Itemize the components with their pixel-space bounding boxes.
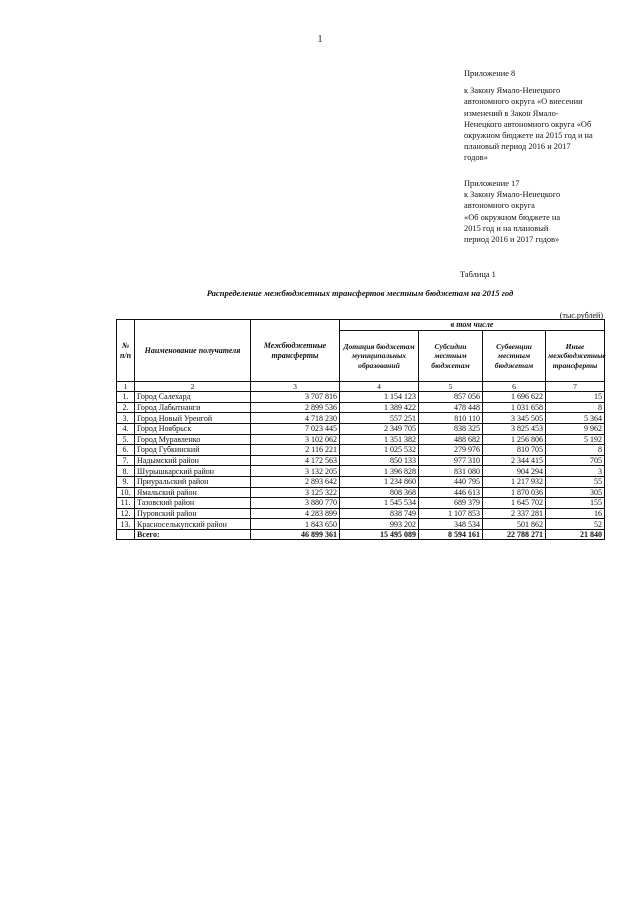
- header-total: Межбюджетные трансферты: [251, 320, 340, 382]
- total-label: Всего:: [135, 529, 251, 539]
- annex-17-line: 2015 год и на плановый: [464, 223, 549, 233]
- subvention-value: 3 825 453: [483, 423, 546, 434]
- subvention-value: 810 705: [483, 445, 546, 456]
- row-number: 2.: [117, 402, 135, 413]
- total-index-cell: [117, 529, 135, 539]
- dotation-value: 1 545 534: [340, 498, 419, 509]
- row-number: 13.: [117, 519, 135, 530]
- annex-8-line: окружном бюджете на 2015 год и на: [464, 131, 593, 141]
- column-number: 6: [483, 382, 546, 392]
- subvention-value: 1 256 806: [483, 434, 546, 445]
- dotation-value: 2 349 705: [340, 423, 419, 434]
- annex-17-title: Приложение 17: [464, 179, 520, 188]
- transfers-total: 3 880 770: [251, 498, 340, 509]
- annex-17-line: «Об окружном бюджете на: [464, 212, 561, 222]
- table-row: [117, 434, 605, 445]
- transfers-total: 3 707 816: [251, 392, 340, 403]
- dotation-value: 1 025 532: [340, 445, 419, 456]
- table-row: [117, 508, 605, 519]
- other-transfers-value: 705: [546, 455, 605, 466]
- recipient-name: Шурышкарский район: [135, 466, 251, 477]
- subsidy-value: 831 080: [419, 466, 483, 477]
- subvention-value: 1 645 702: [483, 498, 546, 509]
- header-num: № п/п: [117, 320, 135, 382]
- transfers-total: 2 893 642: [251, 476, 340, 487]
- recipient-name: Город Ноябрьск: [135, 423, 251, 434]
- row-number: 12.: [117, 508, 135, 519]
- other-transfers-value: 9 962: [546, 423, 605, 434]
- total-subvention: 22 788 271: [483, 529, 546, 539]
- header-other: Иные межбюджетные трансферты: [546, 331, 605, 382]
- other-transfers-value: 5 364: [546, 413, 605, 424]
- total-transfers: 46 899 361: [251, 529, 340, 539]
- recipient-name: Тазовский район: [135, 498, 251, 509]
- other-transfers-value: 16: [546, 508, 605, 519]
- total-dotation: 15 495 089: [340, 529, 419, 539]
- dotation-value: 1 389 422: [340, 402, 419, 413]
- dotation-value: 1 154 123: [340, 392, 419, 403]
- table-row: [117, 466, 605, 477]
- table-row: [117, 413, 605, 424]
- dotation-value: 1 351 382: [340, 434, 419, 445]
- transfers-total: 4 718 230: [251, 413, 340, 424]
- dotation-value: 838 749: [340, 508, 419, 519]
- dotation-value: 808 368: [340, 487, 419, 498]
- recipient-name: Город Лабытнанги: [135, 402, 251, 413]
- annex-8-line: Ненецкого автономного округа «Об: [464, 119, 592, 129]
- transfers-total: 1 843 650: [251, 519, 340, 530]
- annex-17-line: период 2016 и 2017 годов»: [464, 235, 560, 245]
- other-transfers-value: 8: [546, 402, 605, 413]
- subsidy-value: 348 534: [419, 519, 483, 530]
- table-heading: Распределение межбюджетных трансфертов местным бюджетам на 2015 год: [206, 288, 514, 298]
- header-subsidy: Субсидии местным бюджетам: [419, 331, 483, 382]
- row-number: 7.: [117, 455, 135, 466]
- subvention-value: 1 696 622: [483, 392, 546, 403]
- row-number: 10.: [117, 487, 135, 498]
- table-label: Таблица 1: [460, 270, 496, 279]
- column-number-row: [117, 382, 605, 392]
- subsidy-value: 488 682: [419, 434, 483, 445]
- annex-17-line: к Закону Ямало-Ненецкого: [464, 190, 561, 200]
- table-row: [117, 402, 605, 413]
- annex-8-line: к Закону Ямало-Ненецкого: [464, 86, 561, 96]
- dotation-value: 1 234 860: [340, 476, 419, 487]
- header-name: Наименование получателя: [135, 320, 251, 382]
- table-row: [117, 476, 605, 487]
- annex-8-line: плановый период 2016 и 2017: [464, 142, 571, 152]
- other-transfers-value: 3: [546, 466, 605, 477]
- dotation-value: 993 202: [340, 519, 419, 530]
- subsidy-value: 977 310: [419, 455, 483, 466]
- annex-17-block: [464, 178, 624, 245]
- transfers-total: 3 102 062: [251, 434, 340, 445]
- transfers-table: [116, 319, 605, 540]
- transfers-total: 4 172 563: [251, 455, 340, 466]
- header-including: в том числе: [340, 320, 605, 331]
- table-row: [117, 455, 605, 466]
- other-transfers-value: 52: [546, 519, 605, 530]
- dotation-value: 557 251: [340, 413, 419, 424]
- dotation-value: 850 133: [340, 455, 419, 466]
- column-number: 4: [340, 382, 419, 392]
- column-number: 7: [546, 382, 605, 392]
- subsidy-value: 478 448: [419, 402, 483, 413]
- annex-17-line: автономного округа: [464, 201, 535, 211]
- annex-8-line: годов»: [464, 153, 488, 163]
- other-transfers-value: 305: [546, 487, 605, 498]
- table-row: [117, 487, 605, 498]
- table-row: [117, 445, 605, 456]
- subsidy-value: 440 795: [419, 476, 483, 487]
- other-transfers-value: 155: [546, 498, 605, 509]
- column-number: 3: [251, 382, 340, 392]
- column-number: 2: [135, 382, 251, 392]
- row-number: 8.: [117, 466, 135, 477]
- row-number: 1.: [117, 392, 135, 403]
- recipient-name: Красноселькупский район: [135, 519, 251, 530]
- subsidy-value: 838 325: [419, 423, 483, 434]
- total-subsidy: 8 594 161: [419, 529, 483, 539]
- other-transfers-value: 55: [546, 476, 605, 487]
- column-number: 5: [419, 382, 483, 392]
- total-other: 21 840: [546, 529, 605, 539]
- recipient-name: Город Муравленко: [135, 434, 251, 445]
- subvention-value: 904 294: [483, 466, 546, 477]
- subsidy-value: 446 613: [419, 487, 483, 498]
- row-number: 11.: [117, 498, 135, 509]
- table-row: [117, 498, 605, 509]
- annex-8-block: [464, 68, 624, 164]
- table-row: [117, 423, 605, 434]
- row-number: 3.: [117, 413, 135, 424]
- transfers-total: 3 125 322: [251, 487, 340, 498]
- recipient-name: Город Губкинский: [135, 445, 251, 456]
- subvention-value: 1 870 036: [483, 487, 546, 498]
- table-row: [117, 519, 605, 530]
- transfers-total: 7 023 445: [251, 423, 340, 434]
- subvention-value: 3 345 505: [483, 413, 546, 424]
- subsidy-value: 689 379: [419, 498, 483, 509]
- row-number: 4.: [117, 423, 135, 434]
- recipient-name: Ямальский район: [135, 487, 251, 498]
- recipient-name: Пуровский район: [135, 508, 251, 519]
- column-number: 1: [117, 382, 135, 392]
- subsidy-value: 810 110: [419, 413, 483, 424]
- annex-8-title: Приложение 8: [464, 69, 516, 78]
- subsidy-value: 1 107 853: [419, 508, 483, 519]
- subvention-value: 2 337 281: [483, 508, 546, 519]
- subvention-value: 2 344 415: [483, 455, 546, 466]
- total-row: [117, 529, 605, 539]
- transfers-total: 2 899 536: [251, 402, 340, 413]
- page-number: 1: [317, 34, 323, 45]
- unit-label: (тыс.рублей): [559, 311, 603, 320]
- row-number: 6.: [117, 445, 135, 456]
- row-number: 9.: [117, 476, 135, 487]
- transfers-total: 4 283 899: [251, 508, 340, 519]
- recipient-name: Приуральский район: [135, 476, 251, 487]
- subsidy-value: 279 976: [419, 445, 483, 456]
- table-row: [117, 392, 605, 403]
- annex-8-line: автономного округа «О внесении: [464, 97, 583, 107]
- subvention-value: 501 862: [483, 519, 546, 530]
- header-dotation: Дотация бюджетам муниципальных образований: [340, 331, 419, 382]
- recipient-name: Город Салехард: [135, 392, 251, 403]
- other-transfers-value: 15: [546, 392, 605, 403]
- other-transfers-value: 8: [546, 445, 605, 456]
- header-subvention: Субвенции местным бюджетам: [483, 331, 546, 382]
- annex-8-line: изменений в Закон Ямало-: [464, 108, 559, 118]
- recipient-name: Город Новый Уренгой: [135, 413, 251, 424]
- other-transfers-value: 5 192: [546, 434, 605, 445]
- subvention-value: 1 217 932: [483, 476, 546, 487]
- subvention-value: 1 031 658: [483, 402, 546, 413]
- dotation-value: 1 396 828: [340, 466, 419, 477]
- transfers-total: 3 132 205: [251, 466, 340, 477]
- recipient-name: Надымский район: [135, 455, 251, 466]
- subsidy-value: 857 056: [419, 392, 483, 403]
- row-number: 5.: [117, 434, 135, 445]
- transfers-total: 2 116 221: [251, 445, 340, 456]
